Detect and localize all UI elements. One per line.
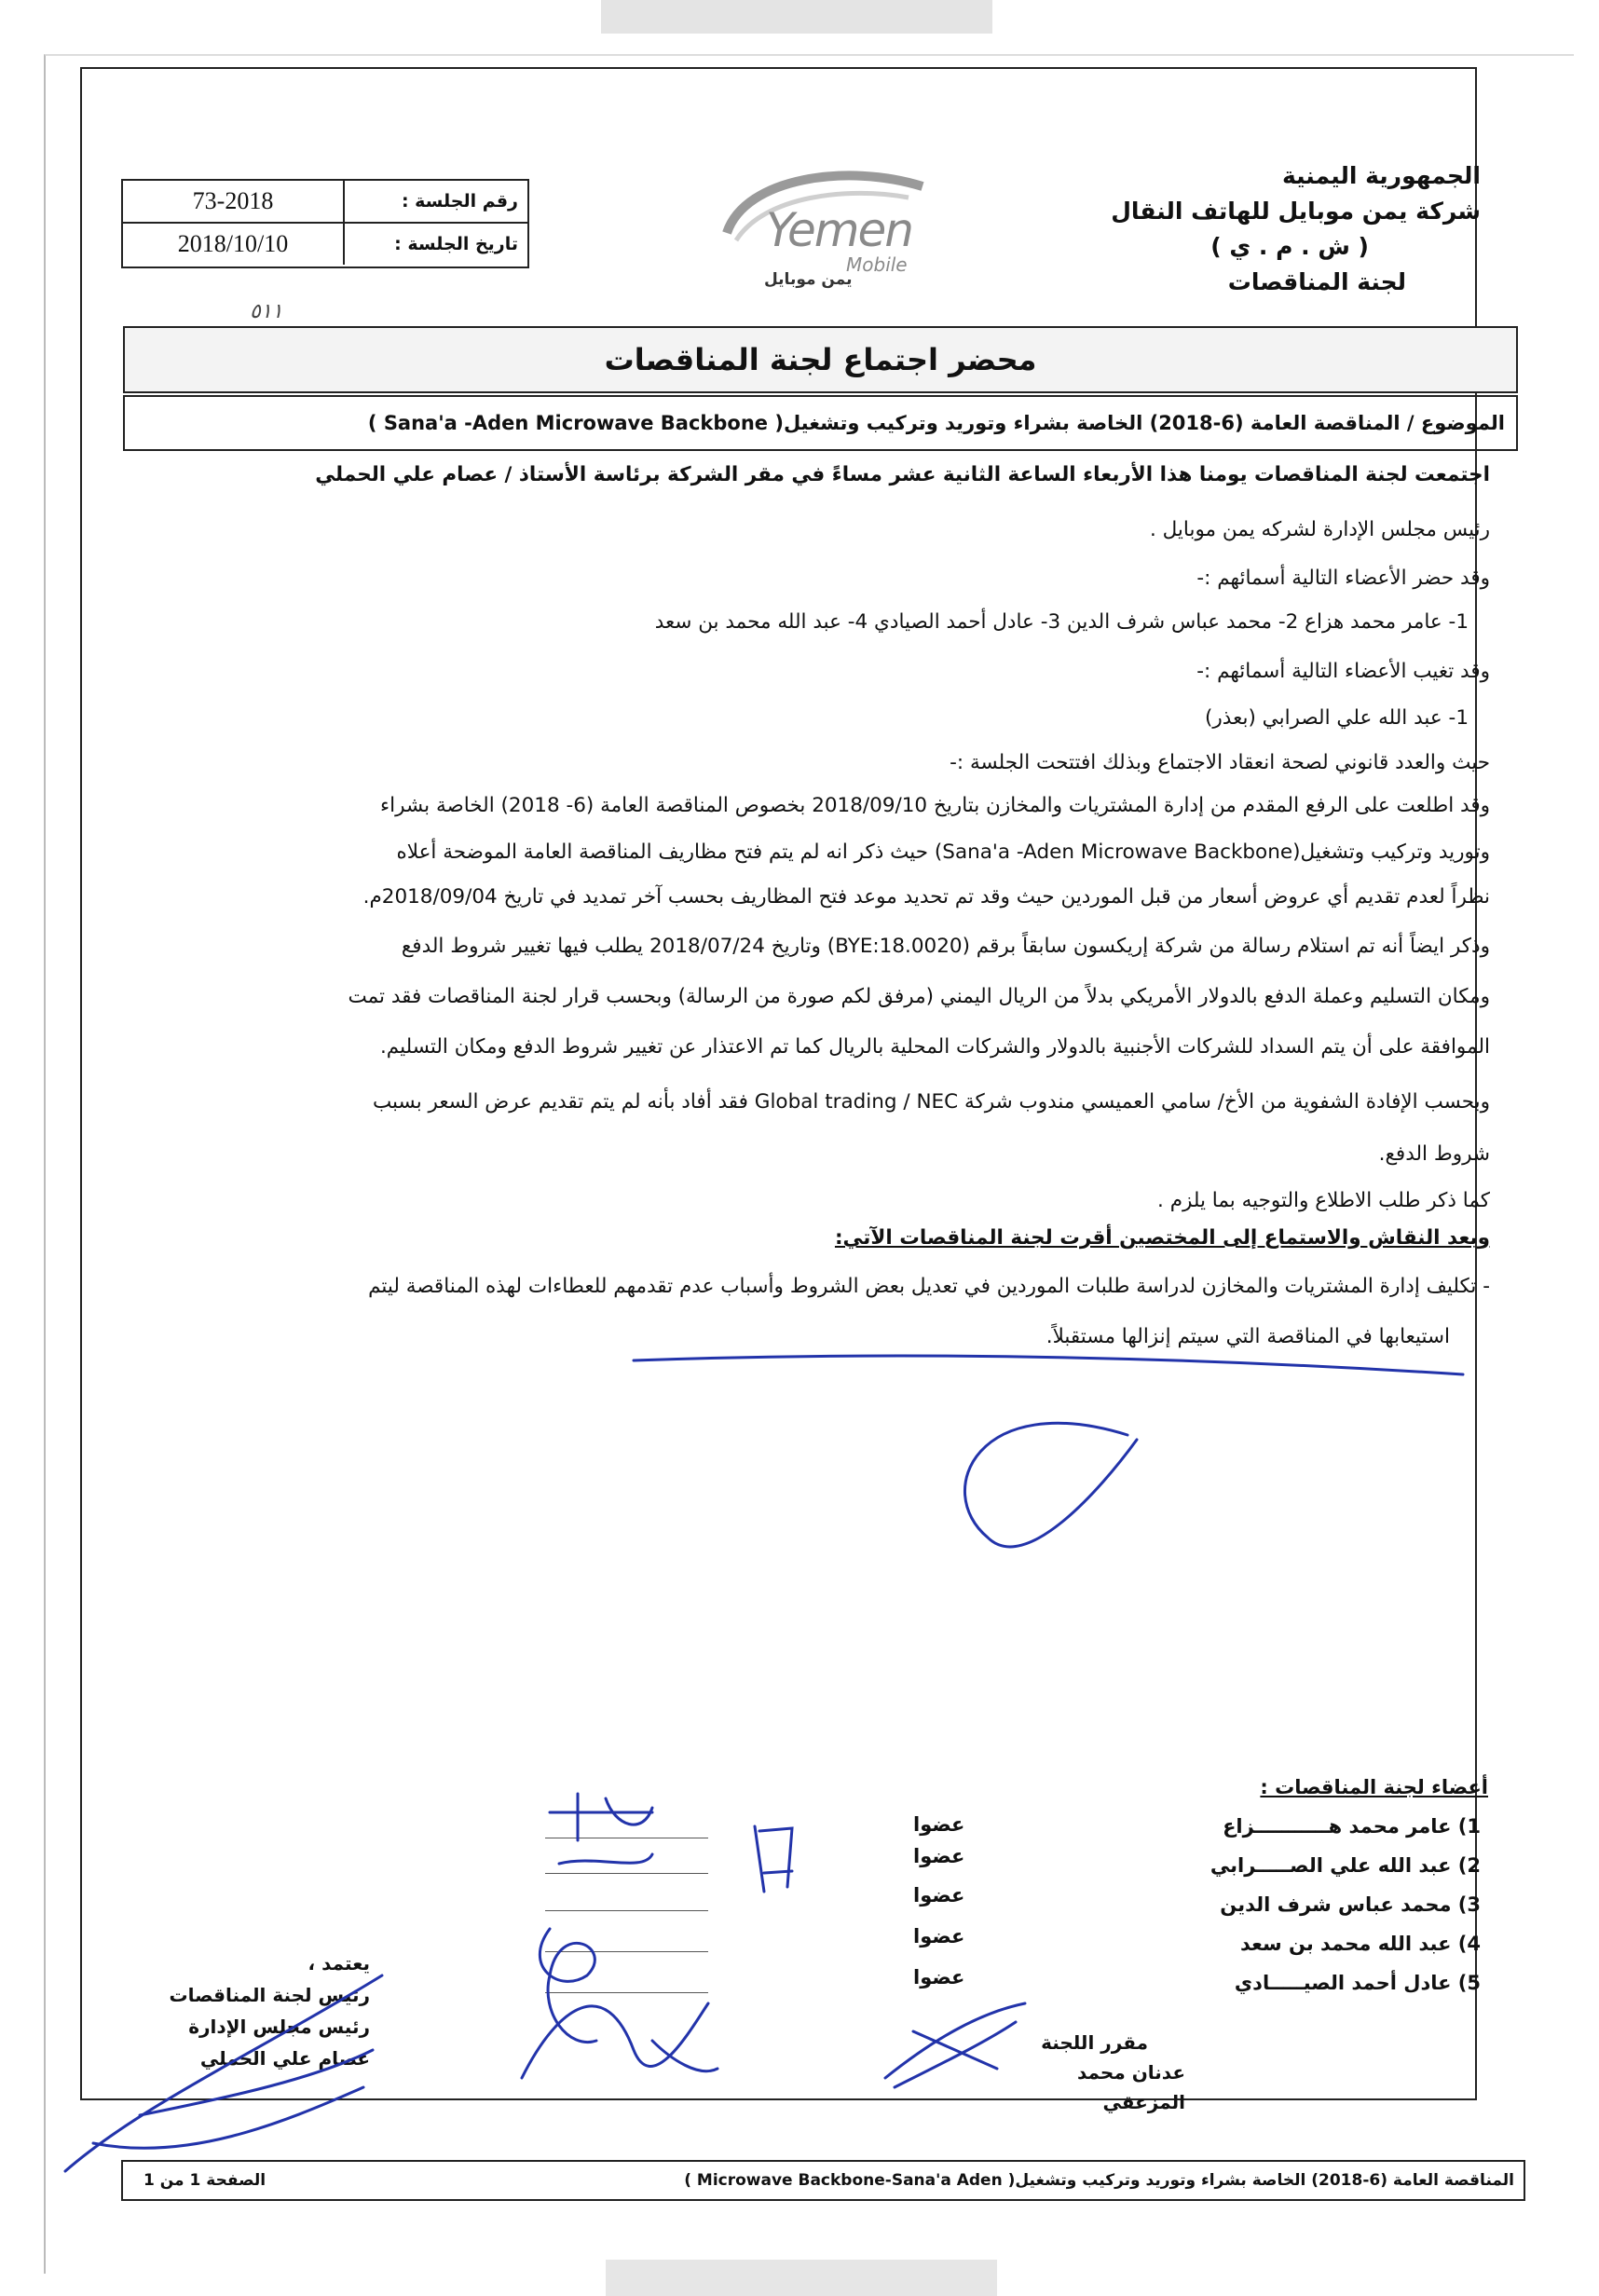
member-signature-2 xyxy=(755,1826,792,1892)
body-line-15: شروط الدفع. xyxy=(1378,1142,1490,1166)
chair-title: رئيس لجنة المناقصات xyxy=(169,1984,370,2006)
logo-sub: Mobile xyxy=(846,253,908,276)
decision-underline-stroke xyxy=(634,1356,1463,1374)
member-signature-3 xyxy=(540,1929,596,2043)
document-title: محضر اجتماع لجنة المناقصات xyxy=(604,342,1037,377)
board-title: رئيس مجلس الإدارة xyxy=(188,2016,370,2038)
session-number: 73-2018 xyxy=(123,181,345,222)
footer-text: المناقصة العامة (6-2018) الخاصة بشراء وتوريد وتركيب وتشغيل( Microwave Backbone-Sana'a Aden ) xyxy=(684,2171,1514,2190)
committee-name: لجنة المناقصات xyxy=(1227,268,1406,295)
member-role-1: عضوا xyxy=(913,1813,965,1836)
country-name: الجمهورية اليمنية xyxy=(1281,162,1481,189)
approval-label: يعتمد ، xyxy=(308,1952,370,1975)
member-role-3: عضوا xyxy=(913,1884,965,1906)
rapporteur-name: عدنان محمد المزعقي xyxy=(1076,2061,1185,2113)
member-role-2: عضوا xyxy=(913,1845,965,1867)
logo-wordmark: Yemen xyxy=(766,203,912,257)
rapporteur-title: مقرر اللجنة xyxy=(1041,2031,1148,2054)
body-line-16: كما ذكر طلب الاطلاع والتوجيه بما يلزم . xyxy=(1157,1189,1490,1212)
company-name: شركة يمن موبايل للهاتف النقال xyxy=(1111,198,1481,225)
absentee-line: 1- عبد الله علي الصرابي (بعذر) xyxy=(1205,706,1469,730)
attendees-line: 1- عامر محمد هزاع 2- محمد عباس شرف الدين 3- عادل أحمد الصيادي 4- عبد الله محمد بن سعد xyxy=(654,610,1469,634)
session-date-label: تاريخ الجلسة : xyxy=(394,234,518,254)
members-title: أعضاء لجنة المناقصات : xyxy=(1260,1776,1488,1798)
body-line-13: الموافقة على أن يتم السداد للشركات الأجنبية بالدولار والشركات المحلية بالريال كما تم الاعتذار عن تغيير شروط الدفع ومكان التسليم. xyxy=(379,1035,1490,1059)
member-signature-4 xyxy=(522,2003,718,2078)
body-line-1: اجتمعت لجنة المناقصات يومنا هذا الأربعاء الساعة الثانية عشر مساءً في مقر الشركة برئاسة الأستاذ / عصام علي الحملي xyxy=(315,463,1490,486)
body-line-8: وقد اطلعت على الرفع المقدم من إدارة المشتريات والمخازن بتاريخ 2018/09/10 بخصوص المناقصة العامة (6- 2018) الخاصة بشراء xyxy=(380,794,1490,817)
member-role-4: عضوا xyxy=(913,1925,965,1948)
body-line-14: وبحسب الإفادة الشفوية من الأخ/ سامي العميسي مندوب شركة Global trading / NEC فقد أفاد بأنه لم يتم تقديم عرض السعر بسبب xyxy=(372,1090,1490,1114)
subject-text: الموضوع / المناقصة العامة (6-2018) الخاصة بشراء وتوريد وتركيب وتشغيل( Sana'a -Aden Microwave Backbone ) xyxy=(367,412,1505,434)
member-5: 5) عادل أحمد الصيـــــادي xyxy=(1234,1972,1481,1994)
body-line-5: وقد تغيب الأعضاء التالية أسمائهم :- xyxy=(1196,660,1490,683)
rapporteur-signature xyxy=(885,2003,1025,2087)
body-line-2: رئيس مجلس الإدارة لشركه يمن موبايل . xyxy=(1149,518,1490,541)
member-4: 4) عبد الله محمد بن سعد xyxy=(1240,1933,1481,1955)
member-role-5: عضوا xyxy=(913,1966,965,1988)
member-3: 3) محمد عباس شرف الدين xyxy=(1220,1893,1481,1916)
body-line-11: وذكر ايضاً أنه تم استلام رسالة من شركة إريكسون سابقاً برقم (BYE:18.0020) وتاريخ 2018/07/24 يطلب فيها تغيير شروط الدفع xyxy=(401,935,1490,958)
body-line-7: حيث والعدد قانوني لصحة انعقاد الاجتماع وبذلك افتتحت الجلسة :- xyxy=(950,751,1490,774)
body-line-3: وقد حضر الأعضاء التالية أسمائهم :- xyxy=(1196,567,1490,590)
large-signature-stroke xyxy=(964,1423,1137,1547)
chair-signature xyxy=(65,1975,382,2171)
body-line-9: وتوريد وتركيب وتشغيل(Sana'a -Aden Microwave Backbone) حيث ذكر انه لم يتم فتح مظاريف المناقصة العامة الموضحة أعلاه xyxy=(396,840,1490,864)
page-number: الصفحة 1 من 1 xyxy=(144,2171,266,2190)
member-2: 2) عبد الله علي الصـــــرابي xyxy=(1210,1854,1481,1877)
handwritten-reference: ٥١١ xyxy=(250,300,283,323)
decision-line-1: - تكليف إدارة المشتريات والمخازن لدراسة طلبات الموردين في تعديل بعض الشروط وأسباب عدم تقدمهم للعطاءات لهذه المناقصة ليتم xyxy=(368,1275,1490,1298)
session-number-label: رقم الجلسة : xyxy=(401,191,518,212)
body-line-10: نظراً لعدم تقديم أي عروض أسعار من قبل الموردين حيث وقد تم تحديد موعد فتح المظاريف بحسب آخر تمديد في تاريخ 2018/09/04م. xyxy=(362,885,1490,909)
logo-arabic: يمن موبايل xyxy=(764,270,853,289)
chair-name: عصام علي الحملي xyxy=(199,2047,370,2070)
member-1: 1) عامر محمد هـــــــــــزاع xyxy=(1223,1815,1481,1838)
decision-heading: وبعد النقاش والاستماع إلى المختصين أقرت لجنة المناقصات الآتي: xyxy=(834,1226,1490,1250)
session-date: 2018/10/10 xyxy=(123,224,345,265)
body-line-12: ومكان التسليم وعملة الدفع بالدولار الأمريكي بدلاً من الريال اليمني (مرفق لكم صورة من الرسالة) وبحسب قرار لجنة المناقصات فقد تمت xyxy=(348,985,1490,1008)
member-signature-1 xyxy=(550,1794,652,1864)
decision-line-2: استيعابها في المناقصة التي سيتم إنزالها مستقبلاً. xyxy=(1046,1325,1450,1348)
company-type: ( ش . م . ي ) xyxy=(1210,233,1369,260)
